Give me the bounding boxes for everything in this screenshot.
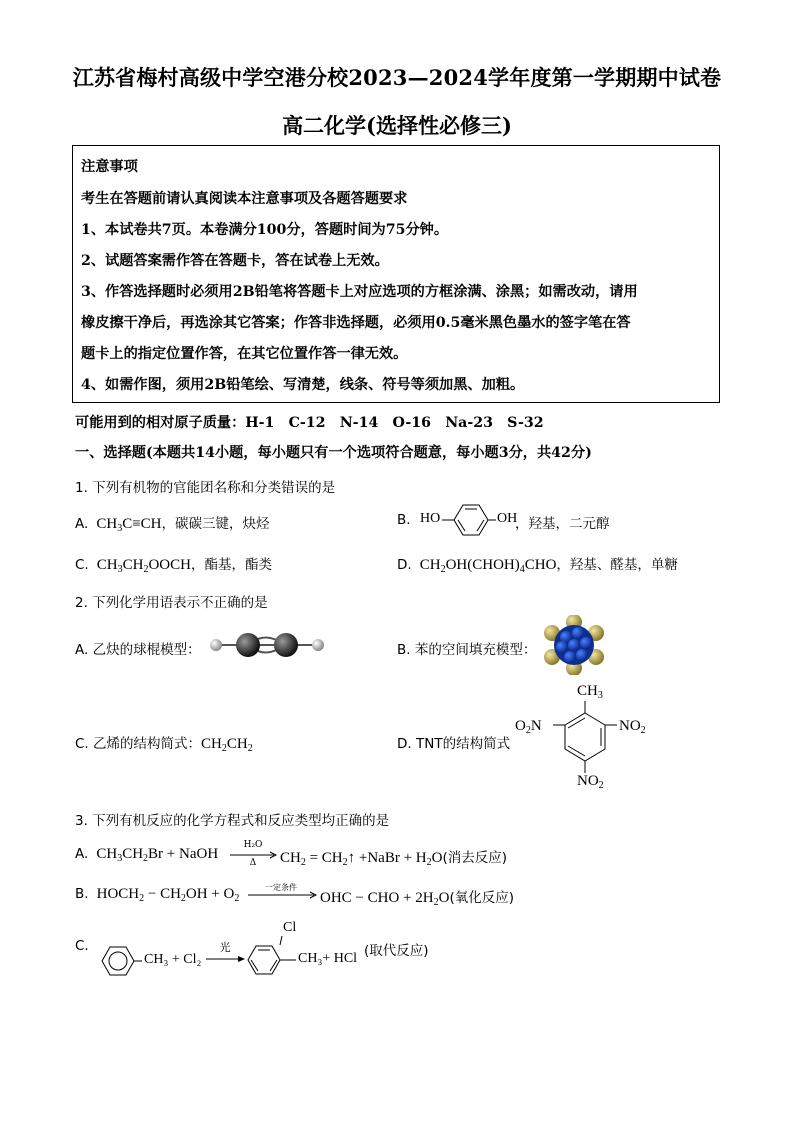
option-label: A. <box>75 846 89 862</box>
equation-text: $HOCH_2 - CH_2OH + O_2$ <box>92 886 240 904</box>
exam-subtitle: 高二化学(选择性必修三) <box>282 113 512 138</box>
question-1-stem: 1. 下列有机物的官能团名称和分类错误的是 <box>75 480 336 496</box>
toluene-ring <box>92 944 142 978</box>
option-text: ，碳碳三键，炔烃 <box>161 516 270 532</box>
tnt-no2-left: $O_2N$ <box>515 718 542 736</box>
q3-option-c-label: C. <box>75 938 89 954</box>
q3-option-b-products: OHC − CHO + $2H_2O$(氧化反应) <box>320 890 514 908</box>
reaction-type: (取代反应) <box>364 943 429 959</box>
reaction-type: (消去反应) <box>442 850 508 866</box>
q1-option-c <box>75 553 272 575</box>
reaction-arrow <box>248 891 318 899</box>
notice-line: 考生在答题前请认真阅读本注意事项及各题答题要求 <box>81 191 408 207</box>
reaction-condition: H₂O <box>243 840 263 850</box>
atomic-masses: 可能用到的相对原子质量：H-1 C-12 N-14 O-16 Na-23 S-32 <box>75 415 544 431</box>
q1-option-b <box>397 512 411 528</box>
products-text: CH₃+ HCl <box>298 951 358 966</box>
q3-option-a-products: $CH_2$ = $CH_2↑$ +NaBr + $H_2O$(消去反应) <box>280 850 508 868</box>
hydroquinone-ring <box>440 499 496 541</box>
hydroquinone-ho: HO <box>420 511 441 526</box>
reactants-text: CH₃ + Cl₂ <box>144 952 202 967</box>
equation-text: $CH_3CH_2Br$ + NaOH <box>92 846 219 864</box>
section-heading: 一、选择题(本题共14小题，每小题只有一个选项符合题意，每小题3分，共42分) <box>75 445 592 461</box>
option-text: ，羟基、醛基，单糖 <box>556 557 678 573</box>
formula-text: $CH_2CH_2$ <box>201 736 253 754</box>
formula-text: $CH_3CH_2OOCH$ <box>93 557 191 575</box>
question-3-stem: 3. 下列有机反应的化学方程式和反应类型均正确的是 <box>75 813 390 829</box>
q3-option-b <box>75 886 239 904</box>
q3-option-a <box>75 846 218 864</box>
q2-option-d: D. TNT的结构简式 <box>397 736 511 752</box>
q1-option-a <box>75 512 270 534</box>
tnt-ch3: $CH_3$ <box>577 683 603 701</box>
formula-text: $CH_2OH(CHOH)_4CHO$ <box>415 557 557 575</box>
reaction-condition: 光 <box>219 941 231 954</box>
tnt-no2-bottom: $NO_2$ <box>577 773 604 791</box>
notice-line: 4、如需作图，须用2B铅笔绘、写清楚，线条、符号等须加黑、加粗。 <box>81 377 525 393</box>
chlorotoluene-ring <box>246 932 298 978</box>
option-label: C. <box>75 557 89 573</box>
option-label: A. <box>75 516 89 532</box>
formula-text: $CH_3C\equiv CH$ <box>96 516 162 534</box>
q2-option-c <box>75 732 253 754</box>
reaction-type: (氧化反应) <box>449 890 514 906</box>
benzene-space-filling-model <box>542 615 606 675</box>
tnt-no2-right: $NO_2$ <box>619 718 646 736</box>
option-text: ，酯基，酯类 <box>190 557 272 573</box>
notice-line: 2、试题答案需作答在答题卡，答在试卷上无效。 <box>81 253 389 269</box>
q1-option-d <box>397 553 678 575</box>
option-text: C. 乙烯的结构简式： <box>75 736 202 752</box>
q2-option-a: A. 乙炔的球棍模型： <box>75 642 201 658</box>
reaction-condition: 一定条件 <box>265 883 297 892</box>
notice-heading: 注意事项 <box>81 159 138 175</box>
question-2-stem: 2. 下列化学用语表示不正确的是 <box>75 595 268 611</box>
option-label: B. <box>75 886 89 902</box>
q2-option-b: B. 苯的空间填充模型： <box>397 642 537 658</box>
chlorine-label: Cl <box>283 920 297 935</box>
notice-box <box>72 145 720 403</box>
hydroquinone-oh: OH <box>497 511 518 526</box>
notice-line: 橡皮擦干净后，再选涂其它答案；作答非选择题，必须用0.5毫米黑色墨水的签字笔在答 <box>81 315 631 331</box>
option-label: D. <box>397 557 412 573</box>
acetylene-ball-stick-model <box>206 625 330 665</box>
reaction-condition: Δ <box>249 858 257 868</box>
tnt-ring <box>545 695 625 775</box>
notice-line: 1、本试卷共7页。本卷满分100分，答题时间为75分钟。 <box>81 222 449 238</box>
option-text: ，羟基，二元醇 <box>515 516 610 532</box>
exam-title: 江苏省梅村高级中学空港分校2023—2024学年度第一学期期中试卷 <box>72 65 722 90</box>
option-label: B. <box>397 512 411 528</box>
reaction-arrow <box>206 955 246 963</box>
notice-line: 题卡上的指定位置作答，在其它位置作答一律无效。 <box>81 346 408 362</box>
notice-line: 3、作答选择题时必须用2B铅笔将答题卡上对应选项的方框涂满、涂黑；如需改动，请用 <box>81 284 638 300</box>
